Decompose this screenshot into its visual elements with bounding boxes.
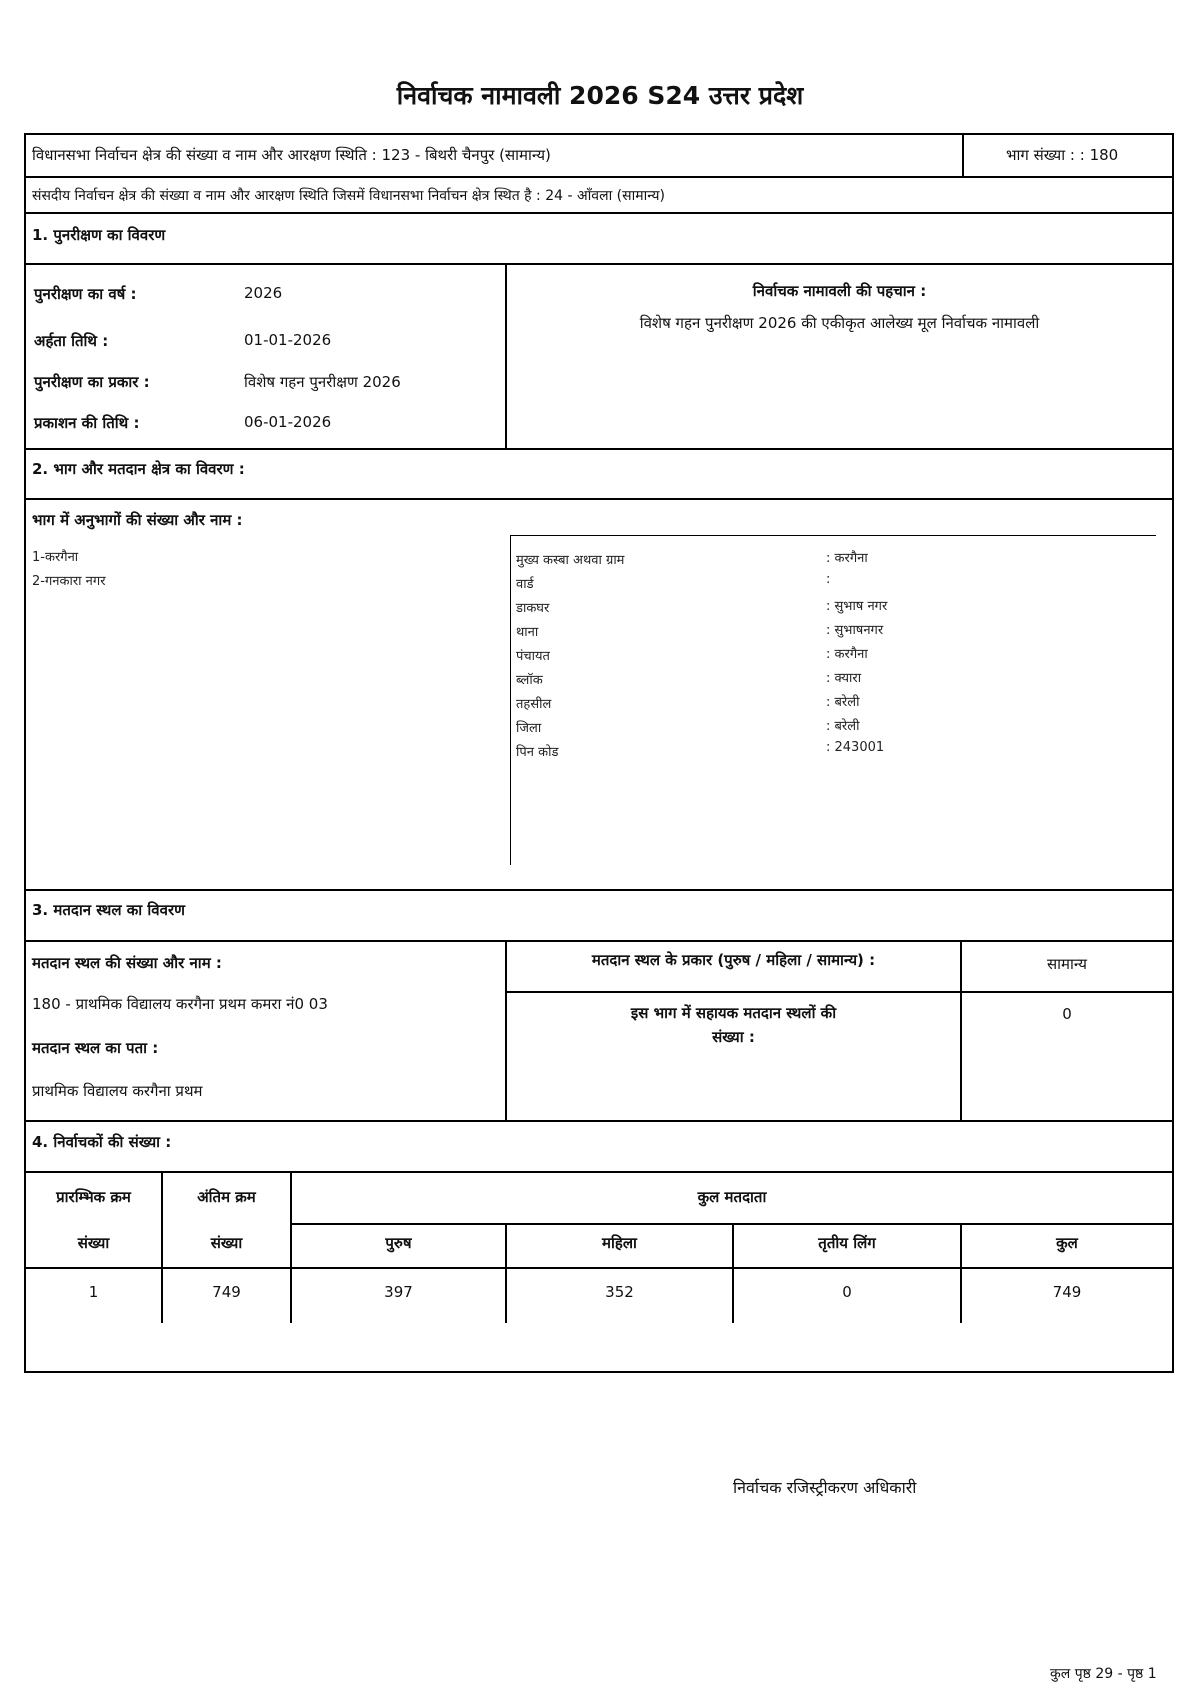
ward-value: : <box>826 572 831 587</box>
section-4-heading: 4. निर्वाचकों की संख्या : <box>32 1133 172 1151</box>
tehsil-value: : बरेली <box>826 695 860 710</box>
publication-date-value: 06-01-2026 <box>244 413 332 431</box>
divider <box>26 940 1172 942</box>
divider <box>290 1223 1172 1225</box>
roll-identification-value: विशेष गहन पुनरीक्षण 2026 की एकीकृत आलेख्य मूल निर्वाचक नामावली <box>639 314 1040 332</box>
auxiliary-stations-value: 0 <box>1062 1005 1072 1023</box>
main-town-value: : करगैना <box>826 551 868 566</box>
panchayat-value: : करगैना <box>826 647 868 662</box>
tehsil-label: तहसील <box>516 697 552 712</box>
details-rule <box>510 535 511 865</box>
police-station-label: थाना <box>516 625 539 640</box>
post-office-value: : सुभाष नगर <box>826 599 888 614</box>
divider <box>26 212 1172 214</box>
registration-officer: निर्वाचक रजिस्ट्रीकरण अधिकारी <box>733 1478 917 1497</box>
district-label: जिला <box>516 721 542 736</box>
pin-code-label: पिन कोड <box>516 745 559 760</box>
third-gender-header: तृतीय लिंग <box>818 1234 876 1252</box>
revision-year-label: पुनरीक्षण का वर्ष : <box>34 285 137 303</box>
revision-type-value: विशेष गहन पुनरीक्षण 2026 <box>244 373 401 391</box>
assembly-constituency <box>32 145 551 165</box>
roll-identification-label: निर्वाचक नामावली की पहचान : <box>752 282 927 300</box>
divider <box>26 1120 1172 1122</box>
female-value: 352 <box>605 1283 634 1301</box>
station-type-label: मतदान स्थल के प्रकार (पुरुष / महिला / सामान्य) : <box>591 951 876 969</box>
panchayat-label: पंचायत <box>516 649 550 664</box>
end-serial-value: 749 <box>212 1283 241 1301</box>
main-town-label: मुख्य कस्बा अथवा ग्राम <box>516 553 625 568</box>
divider <box>26 1267 1172 1269</box>
block-value: : क्यारा <box>826 671 862 686</box>
page-number: कुल पृष्ठ 29 - पृष्ठ 1 <box>1050 1666 1157 1682</box>
total-value: 749 <box>1052 1283 1082 1301</box>
polling-station-value: 180 - प्राथमिक विद्यालय करगैना प्रथम कमरा नं0 03 <box>32 995 328 1013</box>
total-header: कुल <box>1056 1234 1078 1252</box>
parliamentary-constituency <box>32 186 665 205</box>
end-serial-header-1: अंतिम क्रम <box>197 1188 256 1206</box>
auxiliary-stations-label-1: इस भाग में सहायक मतदान स्थलों की <box>630 1004 837 1022</box>
polling-address-value: प्राथमिक विद्यालय करगैना प्रथम <box>32 1082 203 1100</box>
divider <box>26 498 1172 500</box>
divider <box>26 176 1172 178</box>
parliamentary-label: संसदीय निर्वाचन क्षेत्र की संख्या व नाम और आरक्षण स्थिति जिसमें विधानसभा निर्वाचन क्षेत्र स्थित है : <box>32 188 541 204</box>
page-title: निर्वाचक नामावली 2026 S24 उत्तर प्रदेश <box>396 81 804 110</box>
male-header: पुरुष <box>385 1234 412 1252</box>
subsections-heading: भाग में अनुभागों की संख्या और नाम : <box>32 511 243 529</box>
female-header: महिला <box>602 1234 637 1252</box>
publication-date-label: प्रकाशन की तिथि : <box>34 414 140 432</box>
revision-year-value: 2026 <box>244 284 283 302</box>
section-2-heading: 2. भाग और मतदान क्षेत्र का विवरण : <box>32 460 245 478</box>
details-rule <box>510 535 1156 536</box>
document-frame <box>24 133 1174 1373</box>
divider <box>505 991 1172 993</box>
divider <box>26 448 1172 450</box>
parliamentary-value: 24 - आँवला (सामान्य) <box>545 188 665 204</box>
qualifying-date-label: अर्हता तिथि : <box>34 332 109 350</box>
divider <box>26 889 1172 891</box>
pin-code-value: : 243001 <box>826 740 885 755</box>
assembly-value: 123 - बिथरी चैनपुर (सामान्य) <box>381 146 551 164</box>
block-label: ब्लॉक <box>516 673 543 688</box>
section-1-heading: 1. पुनरीक्षण का विवरण <box>32 226 166 244</box>
subsection-item: 1-करगैना <box>32 550 79 565</box>
polling-address-label: मतदान स्थल का पता : <box>32 1039 159 1057</box>
auxiliary-stations-label-2: संख्या : <box>712 1028 755 1046</box>
end-serial-header-2: संख्या <box>210 1234 243 1252</box>
post-office-label: डाकघर <box>516 601 550 616</box>
total-voters-header: कुल मतदाता <box>697 1188 767 1206</box>
start-serial-header-2: संख्या <box>77 1234 110 1252</box>
part-label: भाग संख्या : : <box>1006 146 1085 164</box>
district-value: : बरेली <box>826 719 860 734</box>
start-serial-value: 1 <box>88 1283 99 1301</box>
male-value: 397 <box>384 1283 413 1301</box>
divider <box>962 135 964 176</box>
third-gender-value: 0 <box>842 1283 852 1301</box>
ward-label: वार्ड <box>516 577 534 592</box>
divider <box>26 263 1172 265</box>
qualifying-date-value: 01-01-2026 <box>244 331 332 349</box>
part-value: 180 <box>1089 146 1119 164</box>
section-3-heading: 3. मतदान स्थल का विवरण <box>32 901 185 919</box>
subsection-item: 2-गनकारा नगर <box>32 574 106 589</box>
part-number <box>1006 145 1118 165</box>
polling-station-label: मतदान स्थल की संख्या और नाम : <box>32 954 222 972</box>
police-station-value: : सुभाषनगर <box>826 623 884 638</box>
divider <box>26 1171 1172 1173</box>
assembly-label: विधानसभा निर्वाचन क्षेत्र की संख्या व नाम और आरक्षण स्थिति : <box>32 146 377 164</box>
start-serial-header-1: प्रारम्भिक क्रम <box>56 1188 131 1206</box>
station-type-value: सामान्य <box>1046 955 1087 973</box>
revision-type-label: पुनरीक्षण का प्रकार : <box>34 373 150 391</box>
